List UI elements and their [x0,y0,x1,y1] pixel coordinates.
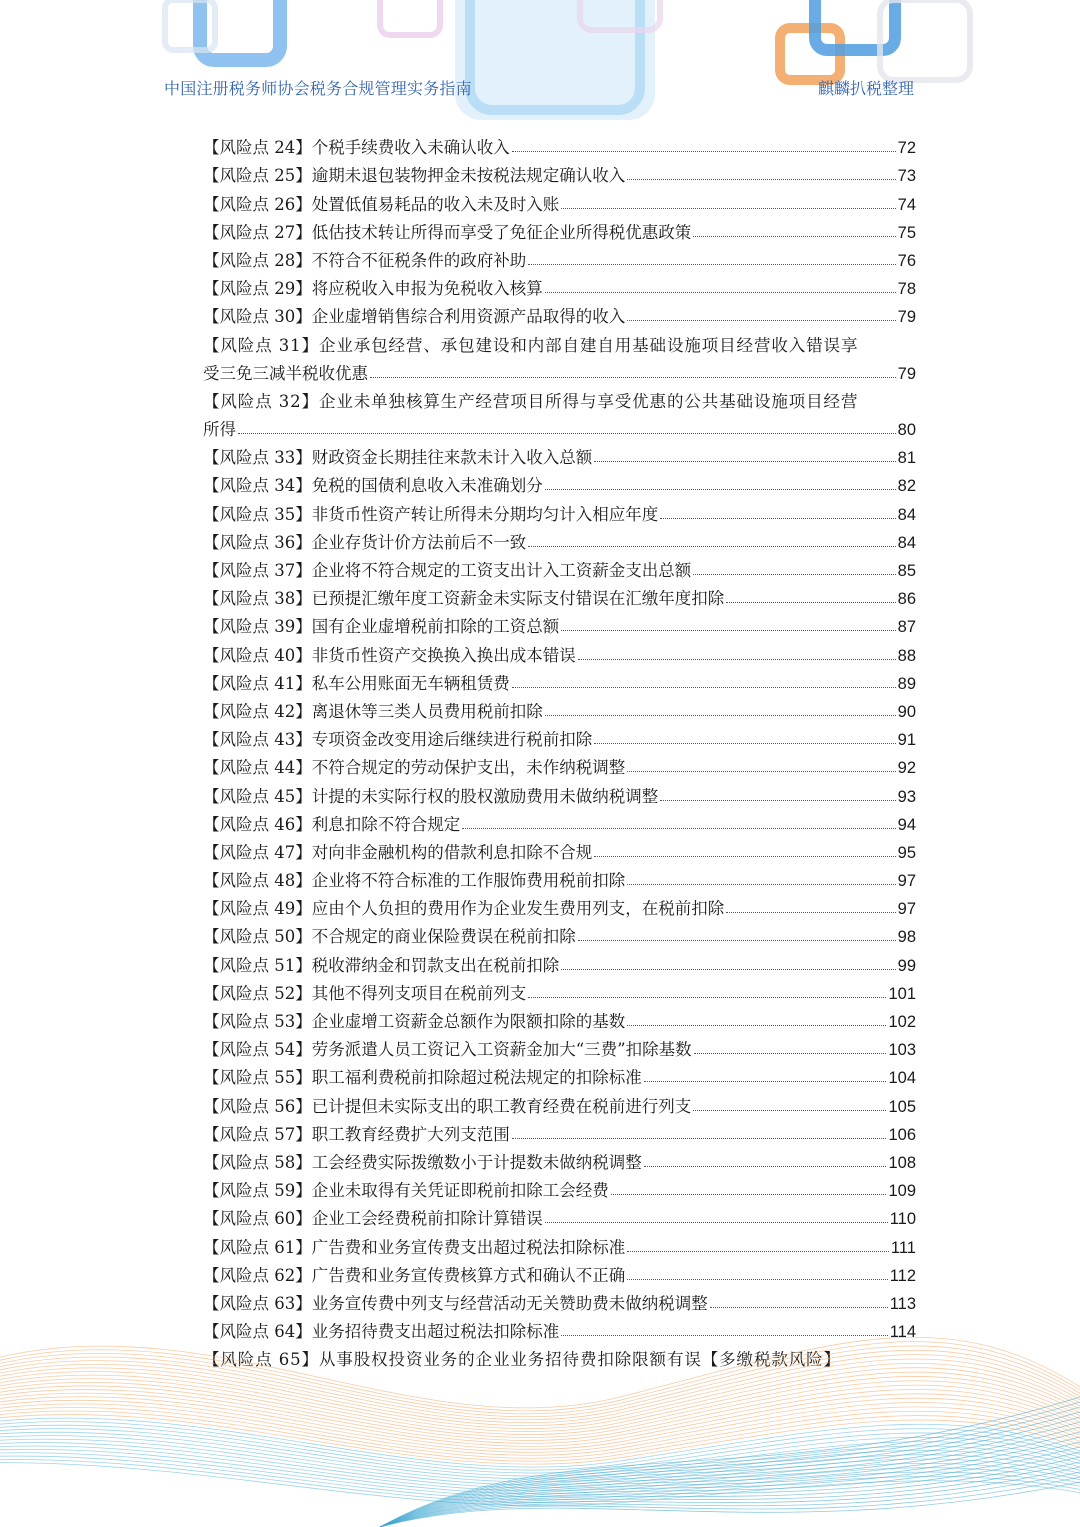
toc-entry-page: 99 [897,956,916,975]
toc-entry-page: 81 [897,449,916,468]
toc-entry-page: 98 [897,928,916,947]
toc-entry-label: 【风险点 50】不合规定的商业保险费误在税前扣除 [203,927,576,947]
toc-entry-label: 【风险点 44】不符合规定的劳动保护支出，未作纳税调整 [203,758,626,778]
toc-entry-label: 【风险点 56】已计提但未实际支出的职工教育经费在税前进行列支 [203,1096,692,1116]
dot-leader [512,1138,887,1139]
toc-entry[interactable] [203,299,916,327]
toc-entry-page: 78 [897,280,916,299]
toc-entry-label-cont: 受三免三减半税收优惠 [203,363,368,383]
toc-entry-label: 【风险点 61】广告费和业务宣传费支出超过税法扣除标准 [203,1237,626,1257]
toc-entry[interactable] [203,976,916,1004]
toc-entry-page: 110 [889,1210,916,1229]
header-document-title: 中国注册税务师协会税务合规管理实务指南 [164,79,472,98]
toc-entry-label: 【风险点 57】职工教育经费扩大列支范围 [203,1124,510,1144]
dot-leader [545,1222,888,1223]
dot-leader [512,687,896,688]
toc-entry-page: 72 [897,139,916,158]
dot-leader [627,1279,887,1280]
dot-leader [660,518,895,519]
toc-entry-label-cont: 所得 [203,420,236,440]
toc-entry-label: 【风险点 29】将应税收入申报为免税收入核算 [203,279,543,299]
toc-entry[interactable] [203,468,916,496]
toc-entry-label: 【风险点 32】企业未单独核算生产经营项目所得与享受优惠的公共基础设施项目经营 [203,391,859,411]
dot-leader [627,1025,886,1026]
toc-entry[interactable] [203,1117,916,1145]
toc-entry-label: 【风险点 34】免税的国债利息收入未准确划分 [203,476,543,496]
wave-line [0,1346,1080,1414]
toc-entry[interactable] [203,750,916,778]
toc-entry[interactable] [203,440,916,468]
toc-entry-page: 79 [897,308,916,327]
dot-leader [512,151,896,152]
toc-entry-page: 97 [897,900,916,919]
dot-leader [594,743,895,744]
toc-entry-page: 103 [888,1041,916,1060]
toc-entry-label: 【风险点 63】业务宣传费中列支与经营活动无关赞助费未做纳税调整 [203,1293,708,1313]
toc-entry-label: 【风险点 38】已预提汇缴年度工资薪金未实际支付错误在汇缴年度扣除 [203,589,725,609]
toc-entry-label: 【风险点 37】企业将不符合规定的工资支出计入工资薪金支出总额 [203,561,692,580]
toc-entry-label: 【风险点 27】低估技术转让所得而享受了免征企业所得税优惠政策 [203,222,692,242]
toc-entry-page: 101 [888,984,916,1003]
dot-leader [710,1307,888,1308]
dot-leader [644,1166,887,1167]
toc-entry-page: 76 [897,251,916,270]
toc-entry-page: 90 [897,702,916,721]
toc-entry[interactable] [203,891,916,919]
toc-entry[interactable] [203,186,916,214]
dot-leader [627,1251,889,1252]
toc-entry[interactable] [203,1060,916,1088]
toc-entry[interactable] [203,1004,916,1032]
toc-entry-page: 84 [897,533,916,552]
wave-line [0,1355,1080,1420]
toc-entry-label: 【风险点 33】财政资金长期挂往来款未计入收入总额 [203,448,593,468]
toc-entry-page: 113 [889,1294,916,1313]
toc-entry-page: 75 [897,223,916,242]
toc-entry-label: 【风险点 25】逾期未退包装物押金未按税法规定确认收入 [203,166,626,186]
toc-entry[interactable] [203,1088,916,1116]
toc-entry[interactable] [203,637,916,665]
toc-entry-label: 【风险点 47】对向非金融机构的借款利息扣除不合规 [203,842,593,862]
header-decoration [0,0,1080,140]
toc-entry-page: 104 [888,1069,916,1088]
toc-entry[interactable] [203,666,916,694]
toc-entry[interactable] [203,1201,916,1229]
toc-entry-label: 【风险点 51】税收滞纳金和罚款支出在税前扣除 [203,955,560,975]
dot-leader [578,659,896,660]
toc-entry-page: 114 [889,1323,916,1342]
wave-line [380,1442,1080,1527]
dot-leader [561,630,895,631]
toc-entry-label: 【风险点 40】非货币性资产交换换入换出成本错误 [203,645,576,665]
dot-leader [627,884,895,885]
dot-leader [726,912,895,913]
toc-entry[interactable] [203,694,916,722]
toc-entry-label: 【风险点 36】企业存货计价方法前后不一致 [203,532,527,552]
toc-entry-label: 【风险点 48】企业将不符合标准的工作服饰费用税前扣除 [203,871,626,891]
dot-leader [528,546,895,547]
toc-entry-page: 93 [897,787,916,806]
wave-line [380,1467,1080,1527]
dot-leader [694,1053,887,1054]
toc-entry-page: 74 [897,195,916,214]
dot-leader [627,320,895,321]
dot-leader [627,179,895,180]
toc-entry-label: 【风险点 53】企业虚增工资薪金总额作为限额扣除的基数 [203,1012,626,1031]
footer-wave-decoration [0,1317,1080,1527]
toc-entry-label: 【风险点 26】处置低值易耗品的收入未及时入账 [203,194,560,214]
dot-leader [726,602,895,603]
dot-leader [660,800,895,801]
toc-entry-label: 【风险点 62】广告费和业务宣传费核算方式和确认不正确 [203,1265,626,1285]
toc-entry-label: 【风险点 41】私车公用账面无车辆租赁费 [203,673,510,693]
toc-entry-label: 【风险点 60】企业工会经费税前扣除计算错误 [203,1209,543,1229]
dot-leader [594,461,895,462]
toc-entry-label: 【风险点 46】利息扣除不符合规定 [203,814,461,834]
toc-entry[interactable] [203,609,916,637]
toc-entry[interactable] [203,1258,916,1286]
dot-leader [561,208,895,209]
toc-entry[interactable] [203,581,916,609]
toc-entry-page: 105 [888,1097,916,1116]
toc-entry-page: 80 [897,421,916,440]
dot-leader [693,236,895,237]
toc-entry-page: 94 [897,815,916,834]
dot-leader [627,771,895,772]
toc-entry-page: 92 [897,759,916,778]
toc-entry[interactable] [203,947,916,975]
dot-leader [578,940,896,941]
dot-leader [528,997,886,998]
toc-entry-label: 【风险点 58】工会经费实际拨缴数小于计提数未做纳税调整 [203,1152,642,1172]
toc-entry-label: 【风险点 39】国有企业虚增税前扣除的工资总额 [203,617,560,637]
toc-entry-page: 87 [897,618,916,637]
toc-entry[interactable] [203,158,916,186]
dot-leader [644,1081,887,1082]
toc-entry[interactable] [203,1145,916,1173]
table-of-contents [203,130,916,1370]
dot-leader [545,489,896,490]
toc-entry[interactable] [203,778,916,806]
toc-entry-page: 97 [897,872,916,891]
header-compiler-credit: 麒麟扒税整理 [817,79,914,98]
toc-entry[interactable] [203,919,916,947]
toc-entry-page: 108 [888,1153,916,1172]
dot-leader [528,264,895,265]
toc-entry-page: 91 [897,731,916,750]
toc-entry-page: 102 [888,1013,916,1031]
toc-entry[interactable] [203,215,916,243]
dot-leader [594,856,895,857]
toc-entry-label: 【风险点 55】职工福利费税前扣除超过税法规定的扣除标准 [203,1068,642,1088]
toc-entry[interactable] [203,863,916,891]
toc-entry[interactable] [203,835,916,863]
toc-entry[interactable] [203,722,916,750]
toc-entry-label: 【风险点 54】劳务派遣人员工资记入工资薪金加大“三费”扣除基数 [203,1040,692,1060]
dot-leader [462,828,895,829]
toc-entry-page: 111 [890,1238,916,1257]
toc-entry[interactable] [203,130,916,158]
toc-entry-page: 95 [897,843,916,862]
toc-entry[interactable] [203,1229,916,1257]
toc-entry-page: 84 [897,505,916,524]
toc-entry-label: 【风险点 49】应由个人负担的费用作为企业发生费用列支，在税前扣除 [203,899,725,919]
toc-entry-page: 89 [897,674,916,693]
toc-entry[interactable] [203,807,916,835]
toc-entry[interactable] [203,553,916,581]
toc-entry-label: 【风险点 65】从事股权投资业务的企业业务招待费扣除限额有误【多缴税款风险】 [203,1350,841,1370]
toc-entry-label: 【风险点 35】非货币性资产转让所得未分期均匀计入相应年度 [203,504,659,524]
wave-line [380,1432,1080,1527]
toc-entry[interactable] [203,1173,916,1201]
toc-entry[interactable] [203,1032,916,1060]
toc-entry-page: 73 [897,167,916,186]
toc-entry-page: 109 [888,1182,916,1201]
dot-leader [561,969,895,970]
toc-entry-label: 【风险点 28】不符合不征税条件的政府补助 [203,250,527,270]
dot-leader [693,1110,886,1111]
toc-entry-multiline[interactable] [203,384,916,440]
toc-entry-page: 85 [897,562,916,580]
toc-entry-label: 【风险点 43】专项资金改变用途后继续进行税前扣除 [203,730,593,750]
toc-entry-label: 【风险点 24】个税手续费收入未确认收入 [203,138,510,158]
toc-entry-label: 【风险点 31】企业承包经营、承包建设和内部自建自用基础设施项目经营收入错误享 [203,335,859,355]
dot-leader [370,377,896,378]
toc-entry[interactable] [203,1286,916,1314]
toc-entry-label: 【风险点 42】离退休等三类人员费用税前扣除 [203,701,543,721]
dot-leader [545,715,896,716]
toc-entry[interactable] [203,525,916,553]
toc-entry-label: 【风险点 30】企业虚增销售综合利用资源产品取得的收入 [203,307,626,327]
toc-entry-label: 【风险点 64】业务招待费支出超过税法扣除标准 [203,1322,560,1342]
toc-entry-page: 79 [897,364,916,383]
toc-entry-multiline[interactable] [203,327,916,383]
toc-entry-page: 112 [889,1266,916,1285]
dot-leader [545,292,896,293]
toc-entry-label: 【风险点 52】其他不得列支项目在税前列支 [203,983,527,1003]
toc-entry-label: 【风险点 45】计提的未实际行权的股权激励费用未做纳税调整 [203,786,659,806]
toc-entry-page: 86 [897,590,916,609]
toc-entry-label: 【风险点 59】企业未取得有关凭证即税前扣除工会经费 [203,1181,609,1201]
toc-entry[interactable] [203,243,916,271]
wave-line [0,1359,1080,1423]
dot-leader [238,433,896,434]
toc-entry-page: 82 [897,477,916,496]
toc-entry[interactable] [203,496,916,524]
dot-leader [693,574,895,575]
dot-leader [611,1194,887,1195]
toc-entry-page: 88 [897,646,916,665]
toc-entry-page: 106 [888,1125,916,1144]
toc-entry[interactable] [203,271,916,299]
